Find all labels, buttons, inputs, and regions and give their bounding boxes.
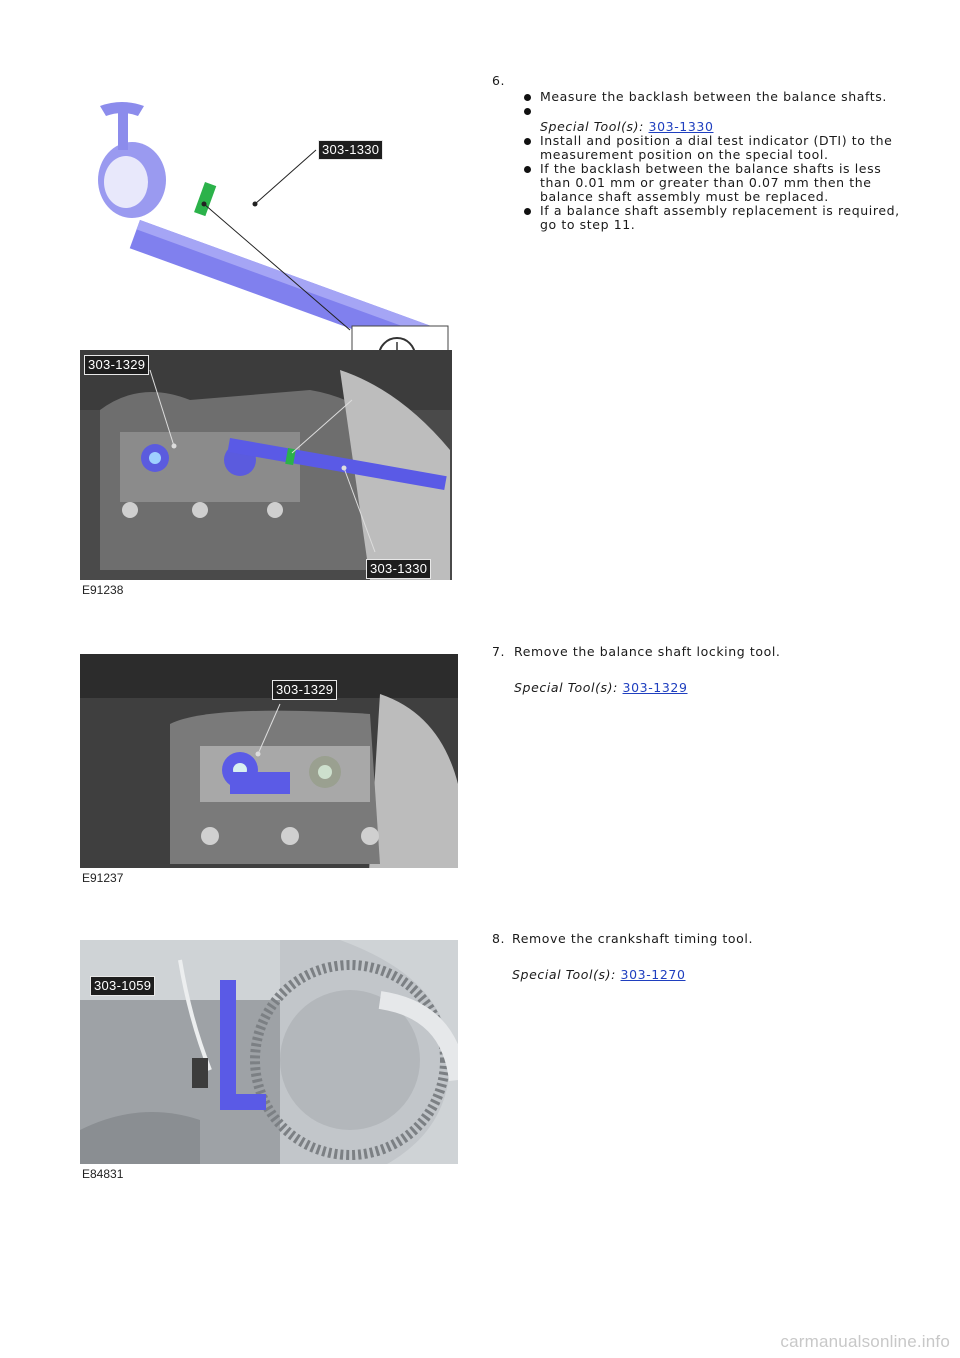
step-text: Remove the crankshaft timing tool. [512,931,754,946]
step-8 [492,932,902,992]
figure-id: E91238 [80,580,458,600]
bullet-item [540,90,900,104]
special-tool-label: Special Tool(s): [512,967,616,982]
callout-303-1330-bottom: 303-1330 [366,559,431,579]
figure-id: E91237 [80,868,458,888]
callout-303-1329: 303-1329 [272,680,337,700]
site-watermark: carmanualsonline.info [780,1332,950,1351]
tool-303-1330-drawing [98,102,441,358]
callout-303-1059: 303-1059 [90,976,155,996]
bullet-item [540,162,900,204]
bullet-text: If the backlash between the balance shafts is less than 0.01 mm or greater than 0.07 mm then the balance shaft assembly must be replaced. [540,161,882,204]
special-tool-label: Special Tool(s): [540,119,644,134]
bullet-text: Install and position a dial test indicator (DTI) to the measurement position on the special tool. [540,133,893,162]
special-tool-line [540,104,900,134]
special-tool-link[interactable]: 303-1330 [648,119,714,134]
step-6-bullets [540,90,900,232]
bullet-item [540,204,900,232]
figure-e84831 [80,940,458,1184]
callout-303-1329: 303-1329 [84,355,149,375]
step-number: 7. [492,644,506,659]
figure-e91237-illustration [80,654,458,888]
figure-id: E84831 [80,1164,458,1184]
step-number: 6. [492,73,506,88]
figure-e91238 [80,70,458,600]
callout-303-1330-top: 303-1330 [318,140,383,160]
step-6 [492,74,902,294]
figure-e91237 [80,654,458,888]
step-text: Remove the balance shaft locking tool. [514,644,781,659]
special-tool-line [514,681,688,695]
bullet-text: Measure the backlash between the balance shafts. [540,89,887,104]
bullet-item [540,134,900,162]
step-number: 8. [492,931,506,946]
special-tool-link[interactable]: 303-1270 [620,967,686,982]
step-7 [492,645,902,705]
bullet-text: If a balance shaft assembly replacement is required, go to step 11. [540,203,900,232]
figure-e91238-illustration [80,70,458,600]
special-tool-label: Special Tool(s): [514,680,618,695]
special-tool-line [512,968,686,982]
special-tool-link[interactable]: 303-1329 [622,680,688,695]
